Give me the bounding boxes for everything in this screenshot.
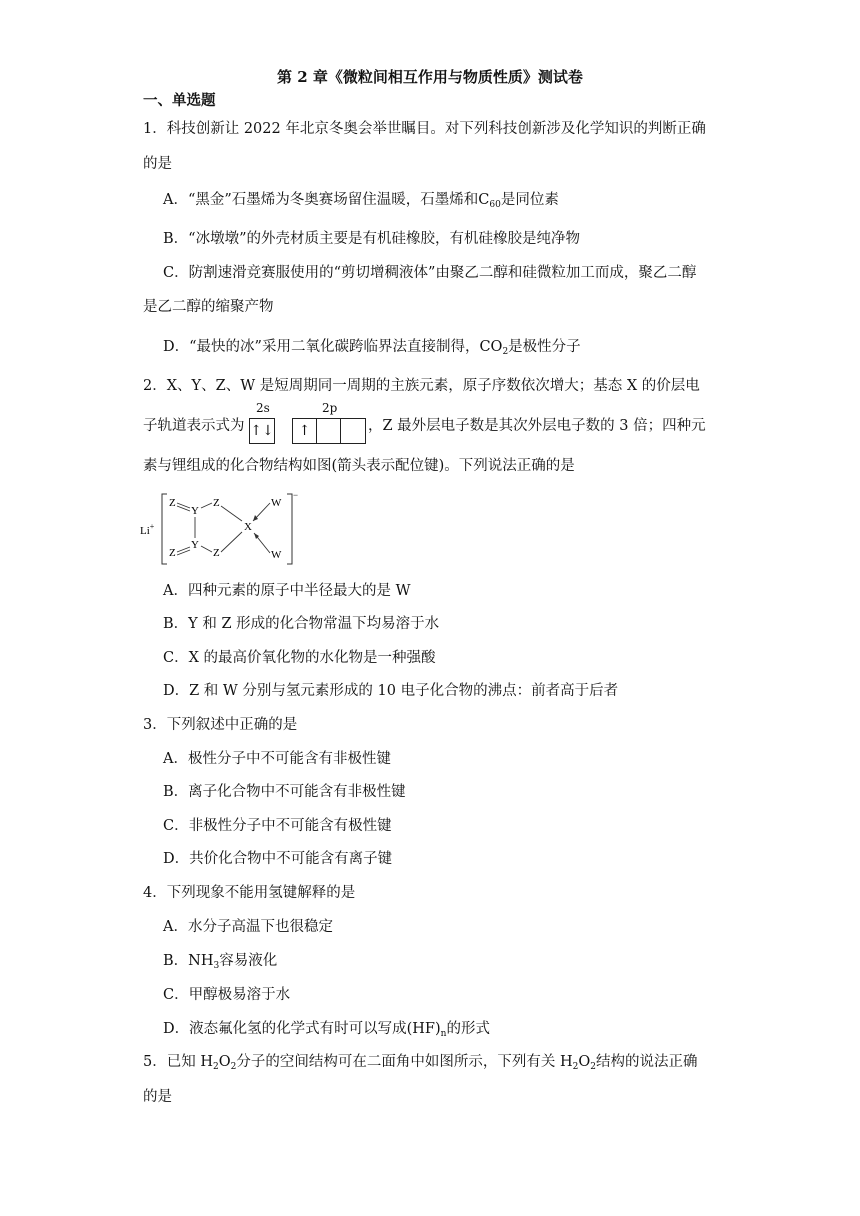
left-bracket — [162, 494, 167, 564]
page-title: 第 2 章《微粒间相互作用与物质性质》测试卷 — [277, 68, 583, 86]
q2-option-c: C．X 的最高价氧化物的水化物是一种强酸 — [163, 650, 436, 666]
orbital-2p-cell-3 — [341, 419, 364, 443]
q2-option-b: B．Y 和 Z 形成的化合物常温下均易溶于水 — [163, 616, 440, 632]
q3-option-d: D．共价化合物中不可能含有离子键 — [163, 851, 393, 867]
q1-option-d: D．“最快的冰”采用二氧化碳跨临界法直接制得，$CO_2$是极性分子 — [163, 339, 581, 357]
q1-option-a: A．“黑金”石墨烯为冬奥赛场留住温暖，石墨烯和$C_{60}$是同位素 — [163, 192, 559, 210]
orbital-2p-cell-2 — [317, 419, 341, 443]
q2-option-d: D．Z 和 W 分别与氢元素形成的 10 电子化合物的沸点：前者高于后者 — [163, 683, 619, 699]
struct-atom-x: X — [244, 521, 252, 533]
q5-stem-line2: 的是 — [143, 1089, 172, 1105]
q2-option-a: A．四种元素的原子中半径最大的是 W — [163, 583, 411, 599]
struct-charge: − — [293, 490, 299, 500]
q2-stem-line2-post: ，Z 最外层电子数是其次外层电子数的 3 倍；四种元 — [368, 418, 706, 434]
struct-atom-w1: W — [271, 497, 282, 509]
struct-atom-z3: Z — [169, 547, 176, 559]
struct-li-label: Li+ — [140, 522, 155, 537]
orbital-2s-electrons: ↑↓ — [250, 423, 274, 439]
struct-atom-y2: Y — [191, 539, 199, 551]
section-heading: 一、单选题 — [143, 92, 216, 109]
q4-stem: 4．下列现象不能用氢键解释的是 — [143, 885, 356, 901]
q4-option-a: A．水分子高温下也很稳定 — [163, 919, 333, 935]
q1-option-c-line2: 是乙二醇的缩聚产物 — [143, 299, 274, 315]
q3-option-a: A．极性分子中不可能含有非极性键 — [163, 751, 391, 767]
q3-option-c: C．非极性分子中不可能含有极性键 — [163, 818, 392, 834]
q3-option-b: B．离子化合物中不可能含有非极性键 — [163, 784, 406, 800]
q1-stem-line1: 1．科技创新让 2022 年北京冬奥会举世瞩目。对下列科技创新涉及化学知识的判断正确 — [143, 121, 706, 137]
q3-stem: 3．下列叙述中正确的是 — [143, 717, 298, 733]
orbital-2s-box — [249, 418, 275, 444]
q1-option-b: B．“冰墩墩”的外壳材质主要是有机硅橡胶，有机硅橡胶是纯净物 — [163, 231, 580, 247]
q4-option-d: D．液态氟化氢的化学式有时可以写成$(HF)_n$的形式 — [163, 1021, 490, 1039]
q1-stem-line2: 的是 — [143, 156, 172, 172]
struct-atom-z4: Z — [213, 547, 220, 559]
struct-atom-z2: Z — [213, 497, 220, 509]
struct-atom-w2: W — [271, 549, 282, 561]
q2-stem-line1: 2．X、Y、Z、W 是短周期同一周期的主族元素，原子序数依次增大；基态 X 的价层电 — [143, 378, 700, 394]
struct-atom-z1: Z — [169, 497, 176, 509]
struct-atom-y1: Y — [191, 505, 199, 517]
q2-stem-line3: 素与锂组成的化合物结构如图(箭头表示配位键)。下列说法正确的是 — [143, 458, 575, 474]
orbital-2s-label: 2s — [256, 401, 270, 415]
compound-structure-diagram — [140, 490, 310, 570]
orbital-2p-label: 2p — [322, 401, 338, 415]
q5-stem-line1: 5．已知 $H_2O_2$分子的空间结构可在二面角中如图所示，下列有关 $H_2O_2$结构的说法正确 — [143, 1054, 698, 1072]
orbital-2p-cell-1: ↑ — [293, 419, 317, 443]
q2-stem-line2-pre: 子轨道表示式为 — [143, 418, 245, 434]
orbital-2p-box — [292, 418, 366, 444]
q4-option-c: C．甲醇极易溶于水 — [163, 987, 291, 1003]
q4-option-b: B．$NH_3$容易液化 — [163, 953, 278, 971]
q1-option-c-line1: C．防割速滑竞赛服使用的“剪切增稠液体”由聚乙二醇和硅微粒加工而成，聚乙二醇 — [163, 265, 697, 281]
right-bracket — [287, 494, 292, 564]
